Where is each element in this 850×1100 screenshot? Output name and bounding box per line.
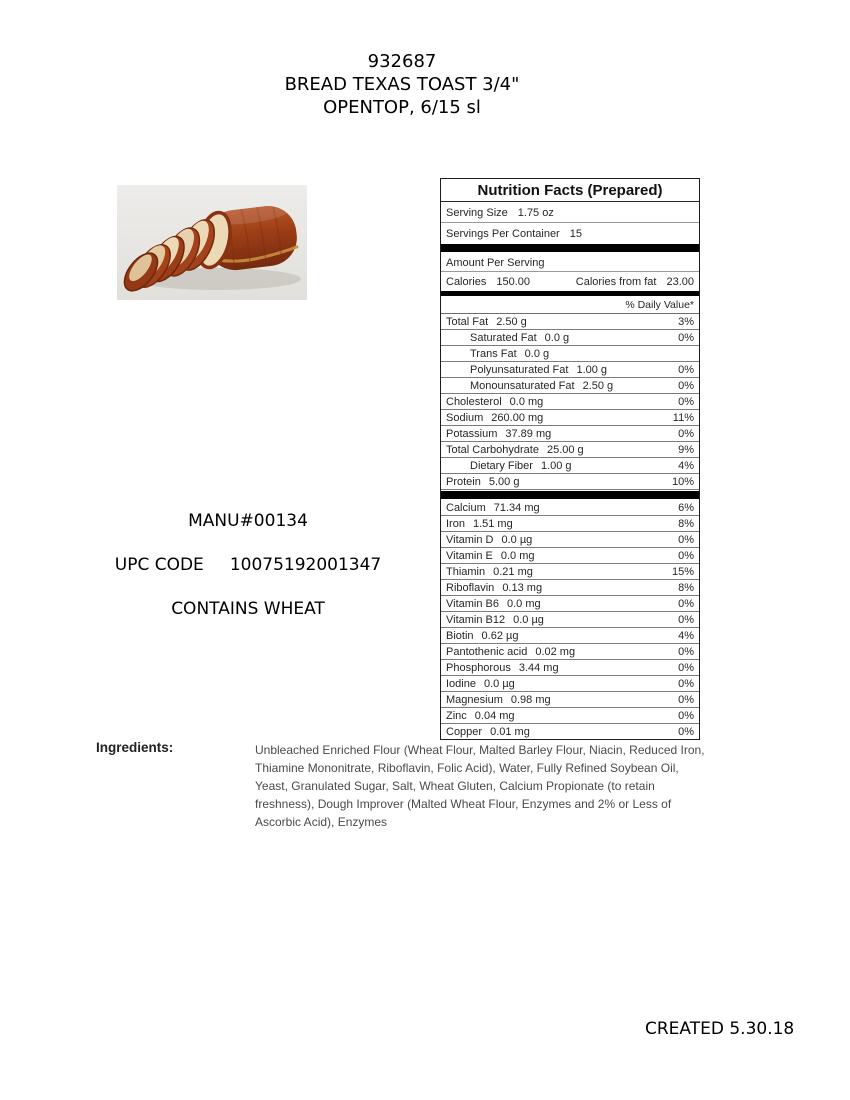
nutrient-row xyxy=(441,628,699,644)
nutrient-daily-value: 0% xyxy=(678,661,694,674)
nutrient-amount: 1.51 mg xyxy=(472,517,513,530)
upc-code-value: 10075192001347 xyxy=(229,555,382,575)
nutrient-label: Vitamin B12 xyxy=(446,613,506,626)
nutrient-label: Vitamin E xyxy=(446,549,493,562)
nutrient-cell xyxy=(446,332,569,344)
nutrient-label: Monounsaturated Fat xyxy=(470,379,575,392)
calories-row xyxy=(441,272,699,291)
nutrient-cell xyxy=(446,412,543,424)
calories-from-fat-cell xyxy=(576,276,694,288)
nutrient-daily-value: 0% xyxy=(678,379,694,392)
nutrient-row xyxy=(441,644,699,660)
nutrient-cell xyxy=(446,534,532,546)
nutrient-amount: 0.0 mg xyxy=(507,597,541,610)
pack-size: OPENTOP, 6/15 sl xyxy=(323,97,481,118)
nutrient-daily-value: 4% xyxy=(678,459,694,472)
upc-code-label: UPC CODE xyxy=(114,555,204,575)
nutrient-label: Protein xyxy=(446,475,481,488)
ingredients-text xyxy=(255,741,725,831)
nutrient-daily-value: 0% xyxy=(678,597,694,610)
nutrient-amount: 0.0 mg xyxy=(500,549,535,562)
nutrient-row xyxy=(441,458,699,474)
nutrient-row xyxy=(441,394,699,410)
nutrient-label: Saturated Fat xyxy=(470,331,537,344)
nutrient-row xyxy=(441,532,699,548)
nutrient-cell xyxy=(446,662,559,674)
nutrient-amount: 25.00 g xyxy=(546,443,584,456)
nutrient-label: Dietary Fiber xyxy=(470,459,533,472)
nutrient-daily-value: 0% xyxy=(678,331,694,344)
nutrient-row xyxy=(441,362,699,378)
nutrient-label: Vitamin B6 xyxy=(446,597,499,610)
serving-size-value: 1.75 oz xyxy=(517,207,554,219)
separator-bar-thick-2 xyxy=(441,491,699,499)
nutrient-daily-value: 0% xyxy=(678,533,694,546)
nutrient-label: Vitamin D xyxy=(446,533,494,546)
nutrient-daily-value: 9% xyxy=(678,443,694,456)
nutrient-amount: 5.00 g xyxy=(488,475,520,488)
nutrient-row xyxy=(441,426,699,442)
nutrient-row xyxy=(441,660,699,676)
nutrition-facts-title: Nutrition Facts (Prepared) xyxy=(441,179,699,202)
nutrient-amount: 260.00 mg xyxy=(491,411,544,424)
ingredients-heading: Ingredients: xyxy=(96,740,174,755)
nutrient-row xyxy=(441,474,699,490)
calories-value: 150.00 xyxy=(496,276,531,288)
nutrient-cell xyxy=(446,710,515,722)
nutrient-cell xyxy=(446,582,542,594)
nutrient-label: Biotin xyxy=(446,629,474,642)
nutrient-amount: 0.01 mg xyxy=(490,725,530,738)
nutrient-label: Zinc xyxy=(446,709,467,722)
nutrient-daily-value: 3% xyxy=(678,315,694,328)
ingredients-line: Thiamine Mononitrate, Riboflavin, Folic Acid), Water, Fully Refined Soybean Oil, xyxy=(255,761,679,775)
nutrient-amount: 3.44 mg xyxy=(518,661,559,674)
nutrient-daily-value: 8% xyxy=(678,581,694,594)
nutrient-rows-micronutrients xyxy=(441,500,699,739)
ingredients-line: freshness), Dough Improver (Malted Wheat Flour, Enzymes and 2% or Less of xyxy=(255,797,672,811)
nutrient-amount: 2.50 g xyxy=(582,379,614,392)
nutrient-row xyxy=(441,330,699,346)
nutrient-label: Thiamin xyxy=(446,565,486,578)
ingredients-line: Yeast, Granulated Sugar, Salt, Wheat Gluten, Calcium Propionate (to retain xyxy=(255,779,655,793)
nutrient-amount: 0.0 mg xyxy=(509,395,544,408)
nutrient-cell xyxy=(446,694,551,706)
servings-per-container-row xyxy=(441,223,699,243)
nutrient-amount: 0.0 µg xyxy=(501,533,533,546)
ingredients-line: Ascorbic Acid), Enzymes xyxy=(255,815,388,829)
product-name: BREAD TEXAS TOAST 3/4" xyxy=(284,74,520,95)
allergen-statement: CONTAINS WHEAT xyxy=(171,599,325,619)
nutrient-daily-value: 0% xyxy=(678,395,694,408)
nutrient-row xyxy=(441,410,699,426)
nutrient-amount: 0.98 mg xyxy=(510,693,551,706)
nutrient-cell xyxy=(446,678,515,690)
daily-value-header: % Daily Value* xyxy=(441,296,699,314)
nutrient-daily-value: 0% xyxy=(678,709,694,722)
upc-code-line xyxy=(0,555,496,575)
calories-cell xyxy=(446,276,530,288)
created-date: CREATED 5.30.18 xyxy=(645,1019,795,1039)
nutrient-row xyxy=(441,580,699,596)
nutrient-amount: 0.04 mg xyxy=(474,709,515,722)
sliced-bread-illustration xyxy=(117,185,307,300)
ingredients-line: Unbleached Enriched Flour (Wheat Flour, Malted Barley Flour, Niacin, Reduced Iron, xyxy=(255,743,705,757)
nutrient-daily-value: 15% xyxy=(671,565,694,578)
nutrient-cell xyxy=(446,460,572,472)
product-photo xyxy=(117,185,307,300)
nutrient-label: Calcium xyxy=(446,501,486,514)
nutrient-amount: 0.62 µg xyxy=(481,629,519,642)
nutrient-daily-value: 8% xyxy=(678,517,694,530)
nutrient-cell xyxy=(446,316,527,328)
nutrient-daily-value: 0% xyxy=(678,613,694,626)
nutrient-cell xyxy=(446,428,551,440)
nutrient-label: Iodine xyxy=(446,677,476,690)
nutrient-daily-value: 0% xyxy=(678,363,694,376)
calories-from-fat-label: Calories from fat xyxy=(575,276,657,288)
nutrient-daily-value: 0% xyxy=(678,677,694,690)
nutrient-daily-value: 6% xyxy=(678,501,694,514)
nutrient-rows-main xyxy=(441,314,699,490)
nutrient-row xyxy=(441,692,699,708)
nutrient-label: Iron xyxy=(446,517,465,530)
nutrient-label: Potassium xyxy=(446,427,498,440)
nutrient-label: Copper xyxy=(446,725,483,738)
nutrient-daily-value: 0% xyxy=(678,645,694,658)
nutrient-label: Cholesterol xyxy=(446,395,502,408)
nutrient-cell xyxy=(446,726,530,738)
nutrient-amount: 37.89 mg xyxy=(505,427,552,440)
nutrient-daily-value: 0% xyxy=(678,549,694,562)
document-title-block xyxy=(0,50,804,119)
nutrient-amount: 0.02 mg xyxy=(535,645,576,658)
nutrient-amount: 0.0 µg xyxy=(483,677,515,690)
serving-size-label: Serving Size xyxy=(446,207,508,219)
nutrient-row xyxy=(441,724,699,739)
nutrient-label: Polyunsaturated Fat xyxy=(470,363,569,376)
item-number: 932687 xyxy=(367,51,437,72)
nutrient-cell xyxy=(446,396,543,408)
servings-value: 15 xyxy=(569,228,582,240)
nutrient-label: Riboflavin xyxy=(446,581,495,594)
nutrient-amount: 2.50 g xyxy=(496,315,527,328)
nutrient-row xyxy=(441,314,699,330)
calories-from-fat-value: 23.00 xyxy=(666,276,694,288)
amount-per-serving-row: Amount Per Serving xyxy=(441,253,699,272)
nutrient-cell xyxy=(446,380,613,392)
nutrient-row xyxy=(441,708,699,724)
nutrient-row xyxy=(441,378,699,394)
calories-label: Calories xyxy=(446,276,487,288)
nutrient-row xyxy=(441,676,699,692)
nutrient-label: Magnesium xyxy=(446,693,503,706)
nutrient-cell xyxy=(446,476,519,488)
nutrient-daily-value: 11% xyxy=(672,411,694,424)
nutrient-row xyxy=(441,442,699,458)
nutrient-cell xyxy=(446,646,575,658)
nutrient-label: Total Carbohydrate xyxy=(446,443,539,456)
nutrient-label: Trans Fat xyxy=(470,347,517,360)
servings-label: Servings Per Container xyxy=(446,228,560,240)
nutrient-amount: 0.0 g xyxy=(524,347,550,360)
nutrient-daily-value: 10% xyxy=(671,475,694,488)
nutrient-daily-value: 4% xyxy=(678,629,694,642)
nutrient-amount: 0.0 g xyxy=(544,331,570,344)
nutrient-amount: 1.00 g xyxy=(576,363,608,376)
nutrient-cell xyxy=(446,444,584,456)
nutrient-daily-value: 0% xyxy=(678,725,694,738)
nutrient-cell xyxy=(446,348,549,360)
nutrition-facts-label xyxy=(440,178,700,740)
nutrient-daily-value: 0% xyxy=(678,427,694,440)
nutrient-label: Phosphorous xyxy=(446,661,511,674)
nutrient-cell xyxy=(446,630,518,642)
nutrient-row xyxy=(441,346,699,362)
serving-size-row xyxy=(441,202,699,223)
nutrient-label: Sodium xyxy=(446,411,484,424)
nutrient-amount: 0.21 mg xyxy=(493,565,533,578)
nutrient-amount: 0.13 mg xyxy=(502,581,543,594)
manufacturer-number: MANU#00134 xyxy=(188,511,308,531)
nutrient-amount: 71.34 mg xyxy=(493,501,540,514)
nutrient-label: Total Fat xyxy=(446,315,489,328)
nutrient-daily-value: 0% xyxy=(678,693,694,706)
nutrient-cell xyxy=(446,364,607,376)
nutrient-label: Pantothenic acid xyxy=(446,645,528,658)
nutrient-amount: 0.0 µg xyxy=(513,613,544,626)
nutrient-amount: 1.00 g xyxy=(540,459,572,472)
separator-bar-thick xyxy=(441,244,699,252)
